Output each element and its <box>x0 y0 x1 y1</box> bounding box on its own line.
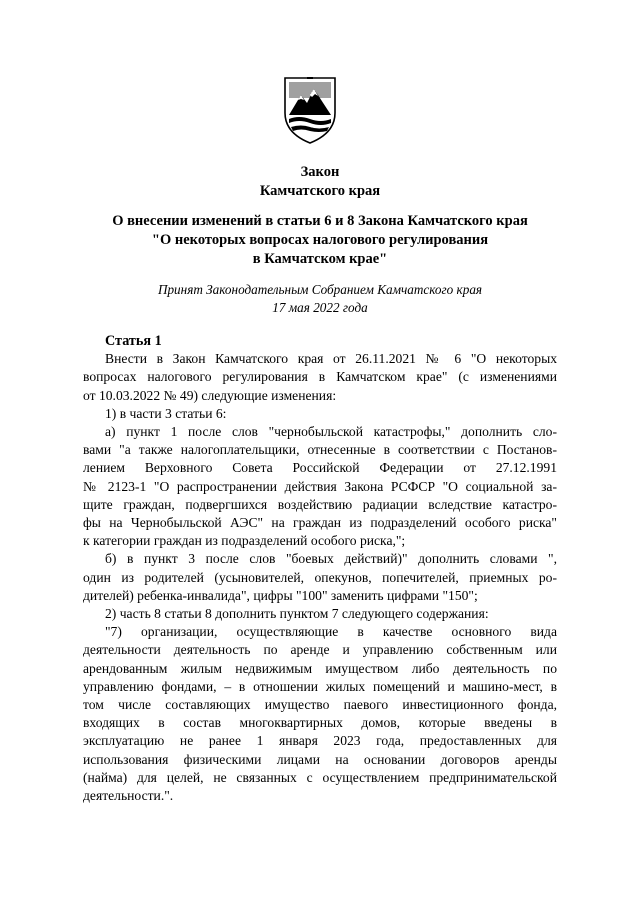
text-line: "7) организации, осуществляющие в качестве основного вида <box>105 624 557 640</box>
text-line: щите граждан, подвергшихся воздействию радиации вследствие катастро- <box>83 496 557 512</box>
paragraph-subitem-b <box>83 550 557 605</box>
text-line: лением Верховного Совета Российской Федерации от 27.12.1991 <box>83 460 557 476</box>
region-name: Камчатского края <box>259 183 381 199</box>
text-line: один из родителей (усыновителей, опекунов, попечителей, приемных ро- <box>83 569 557 585</box>
text-line: эксплуатацию не ранее 1 января 2023 года, предоставленных для <box>83 733 557 749</box>
text-line: к категории граждан из подразделений особого риска,"; <box>83 533 406 549</box>
text-line: том числе составляющих имущество паевого инвестиционного фонда, <box>83 697 557 713</box>
text-line: дителей) ребенка-инвалида", цифры "100" заменить цифрами "150"; <box>83 587 478 603</box>
text-line: использования физическими лицами на основании договоров аренды <box>83 751 557 767</box>
text-line: вами "а также налогоплательщики, отнесенные в соответствии с Постанов- <box>83 442 557 458</box>
text-line: управлению фондами, – в отношении жилых помещений и машино-мест, в <box>83 678 557 694</box>
adoption-note <box>0 281 640 317</box>
text-line: от 10.03.2022 № 49) следующие изменения: <box>83 387 337 403</box>
text-line: (найма) для целей, не связанных с осуществлением предпринимательской <box>83 769 557 785</box>
law-subtitle <box>0 212 640 269</box>
text-line: входящих в состав многоквартирных домов, которые введены в <box>83 715 557 731</box>
paragraph-subitem-a <box>83 423 557 550</box>
text-line: № 2123-1 "О распространении действия Закона РСФСР "О социальной за- <box>83 478 557 494</box>
text-line: Внести в Закон Камчатского края от 26.11.2021 № 6 "О некоторых <box>105 351 557 367</box>
subtitle-line-1: О внесении изменений в статьи 6 и 8 Закона Камчатского края <box>112 213 528 229</box>
law-title <box>0 163 640 201</box>
article-heading: Статья 1 <box>105 333 162 349</box>
text-line: арендованным жилым недвижимым имуществом либо деятельность по <box>83 660 557 676</box>
adoption-body: Принят Законодательным Собранием Камчатского края <box>157 282 483 297</box>
text-line: а) пункт 1 после слов "чернобыльской катастрофы," дополнить сло- <box>105 424 557 440</box>
text-line: деятельности.". <box>83 788 174 804</box>
text-line: вопросах налогового регулирования в Камчатском крае" (с изменениями <box>83 369 557 385</box>
paragraph-item-7-text <box>83 623 557 805</box>
subtitle-line-3: в Камчатском крае" <box>252 251 388 267</box>
paragraph-item-2 <box>83 605 557 623</box>
text-line: фы на Чернобыльской АЭС" на граждан из подразделений особого риска" <box>83 515 557 531</box>
coat-of-arms-icon <box>281 75 339 145</box>
subtitle-line-2: "О некоторых вопросах налогового регулирования <box>151 232 489 248</box>
text-line: б) в пункт 3 после слов "боевых действий)" дополнить словами ", <box>105 551 557 567</box>
adoption-date: 17 мая 2022 года <box>272 300 368 315</box>
text-line: деятельности деятельность по аренде и управлению собственным или <box>83 642 557 658</box>
paragraph-item-1 <box>83 405 557 423</box>
law-word: Закон <box>300 164 340 180</box>
text-line: 2) часть 8 статьи 8 дополнить пунктом 7 следующего содержания: <box>105 606 489 622</box>
text-line: 1) в части 3 статьи 6: <box>105 405 227 421</box>
article-body <box>83 332 557 805</box>
paragraph-intro <box>83 350 557 405</box>
